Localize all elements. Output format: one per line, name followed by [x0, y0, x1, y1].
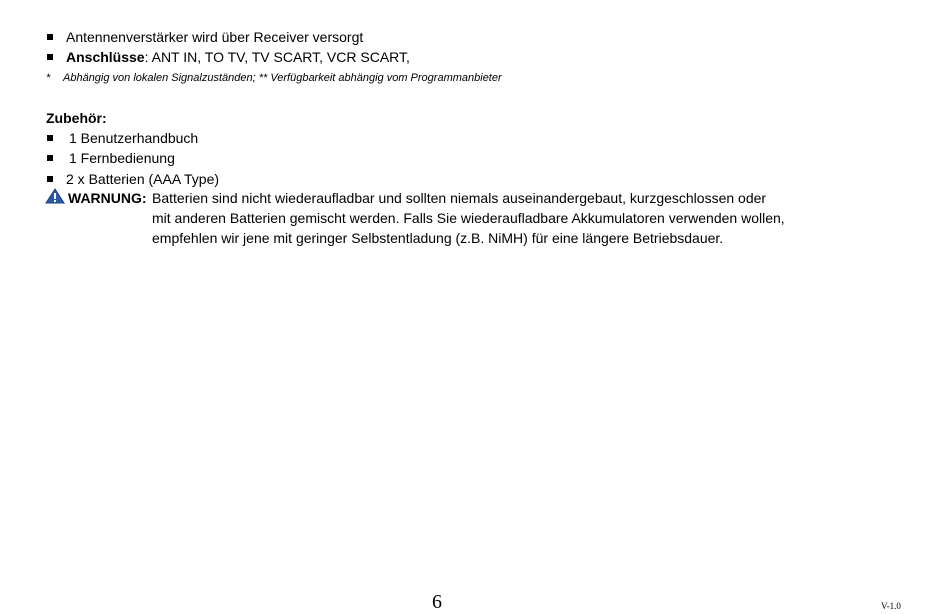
warning-label: WARNUNG:	[68, 190, 147, 206]
feature-text: Antennenverstärker wird über Receiver versorgt	[66, 29, 364, 45]
accessory-item: 2 x Batterien (AAA Type)	[66, 171, 220, 187]
bullet-marker	[47, 176, 53, 182]
footnote-text: Abhängig von lokalen Signalzuständen; ** Verfügbarkeit abhängig vom Programmanbieter	[63, 72, 502, 84]
footnote-marker: *	[46, 72, 51, 84]
accessory-item: 1 Benutzerhandbuch	[69, 130, 199, 146]
accessories-heading: Zubehör:	[46, 110, 107, 126]
connections-label: Anschlüsse	[66, 49, 145, 65]
bullet-marker	[47, 34, 53, 40]
feature-line-amplifier	[66, 28, 363, 46]
connections-text: : ANT IN, TO TV, TV SCART, VCR SCART,	[144, 49, 410, 65]
bullet-marker	[47, 135, 53, 141]
warning-line: empfehlen wir jene mit geringer Selbstentladung (z.B. NiMH) für eine längere Betriebsdauer.	[152, 230, 724, 246]
page-number: 6	[432, 591, 442, 613]
bullet-marker	[47, 54, 53, 60]
warning-line: mit anderen Batterien gemischt werden. Falls Sie wiederaufladbare Akkumulatoren verwenden wollen,	[152, 210, 785, 226]
feature-line-connections	[66, 48, 410, 66]
warning-line: Batterien sind nicht wiederaufladbar und sollten niemals auseinandergebaut, kurzgeschlossen oder	[152, 190, 767, 206]
version-label: V-1.0	[881, 601, 901, 611]
bullet-marker	[47, 155, 53, 161]
accessory-item: 1 Fernbedienung	[69, 150, 175, 166]
warning-triangle-icon	[45, 188, 65, 204]
